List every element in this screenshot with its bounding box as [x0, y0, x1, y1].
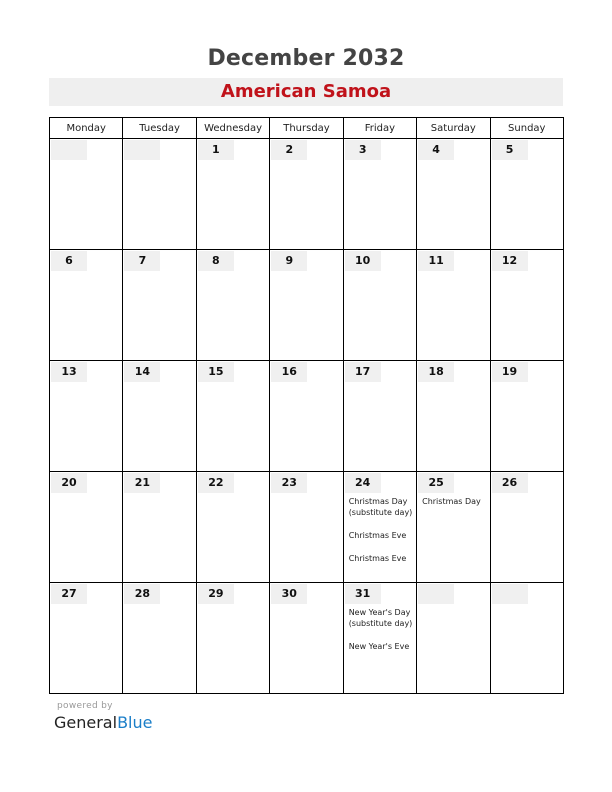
day-cell: [343, 583, 416, 694]
empty-day-marker: [124, 140, 160, 160]
calendar-grid: [49, 117, 564, 694]
day-number: 22: [198, 473, 234, 493]
day-number: 12: [492, 251, 528, 271]
holiday-event: Christmas Eve: [348, 554, 407, 563]
day-number: 1: [198, 140, 234, 160]
day-number: 4: [418, 140, 454, 160]
day-cell: [417, 361, 490, 472]
weekday-header: Friday: [343, 118, 416, 139]
day-number: 16: [271, 362, 307, 382]
day-number: 23: [271, 473, 307, 493]
brand-general: General: [54, 713, 118, 732]
day-number: 8: [198, 251, 234, 271]
powered-by-label: powered by: [57, 701, 113, 711]
empty-day-marker: [418, 584, 454, 604]
day-cell: [270, 139, 343, 250]
weekday-header: Tuesday: [123, 118, 196, 139]
day-number: 3: [345, 140, 381, 160]
empty-day-marker: [492, 584, 528, 604]
day-cell: [50, 250, 123, 361]
day-cell: [343, 250, 416, 361]
day-cell: [343, 472, 416, 583]
day-number: 21: [124, 473, 160, 493]
holiday-event: New Year's Day (substitute day): [348, 608, 413, 628]
day-cell: [196, 139, 269, 250]
day-cell: [490, 583, 563, 694]
day-number: 14: [124, 362, 160, 382]
weekday-header: Monday: [50, 118, 123, 139]
day-cell: [490, 250, 563, 361]
day-number: 28: [124, 584, 160, 604]
weekday-header: Saturday: [417, 118, 490, 139]
day-cell: [490, 472, 563, 583]
day-number: 27: [51, 584, 87, 604]
day-number: 25: [418, 473, 454, 493]
day-number: 17: [345, 362, 381, 382]
region-banner: [49, 78, 563, 106]
weekday-header: Thursday: [270, 118, 343, 139]
day-number: 15: [198, 362, 234, 382]
empty-day-marker: [51, 140, 87, 160]
day-cell: [123, 472, 196, 583]
day-cell: [270, 472, 343, 583]
day-number: 18: [418, 362, 454, 382]
day-cell: [196, 583, 269, 694]
weekday-header: Sunday: [490, 118, 563, 139]
weekday-header: Wednesday: [196, 118, 269, 139]
day-cell: [417, 583, 490, 694]
day-cell: [270, 361, 343, 472]
day-cell: [123, 361, 196, 472]
day-cell: [123, 250, 196, 361]
week-row: [50, 139, 564, 250]
holiday-event: Christmas Day (substitute day): [348, 497, 413, 517]
day-number: 19: [492, 362, 528, 382]
day-cell: [196, 250, 269, 361]
day-number: 5: [492, 140, 528, 160]
day-number: 29: [198, 584, 234, 604]
day-cell: [123, 583, 196, 694]
day-cell: [417, 472, 490, 583]
weekday-header-row: [50, 118, 564, 139]
day-number: 31: [345, 584, 381, 604]
event-list: [417, 493, 489, 507]
event-list: [344, 493, 416, 564]
day-number: 6: [51, 251, 87, 271]
day-cell: [343, 361, 416, 472]
day-number: 11: [418, 251, 454, 271]
week-row: [50, 361, 564, 472]
day-cell: [417, 139, 490, 250]
day-cell: [196, 472, 269, 583]
week-row: [50, 250, 564, 361]
generalblue-logo: [54, 713, 152, 732]
day-cell: [123, 139, 196, 250]
week-row: [50, 472, 564, 583]
day-cell: [417, 250, 490, 361]
week-row: [50, 583, 564, 694]
day-cell: [270, 583, 343, 694]
holiday-event: Christmas Eve: [348, 531, 407, 540]
day-cell: [50, 472, 123, 583]
day-cell: [270, 250, 343, 361]
day-cell: [343, 139, 416, 250]
day-cell: [50, 583, 123, 694]
region-name: American Samoa: [220, 81, 392, 102]
day-cell: [490, 361, 563, 472]
day-number: 26: [492, 473, 528, 493]
day-number: 20: [51, 473, 87, 493]
day-number: 24: [345, 473, 381, 493]
day-number: 2: [271, 140, 307, 160]
day-number: 13: [51, 362, 87, 382]
day-number: 7: [124, 251, 160, 271]
day-number: 10: [345, 251, 381, 271]
event-list: [344, 604, 416, 652]
holiday-event: New Year's Eve: [348, 642, 410, 651]
day-cell: [50, 361, 123, 472]
day-number: 9: [271, 251, 307, 271]
day-cell: [490, 139, 563, 250]
day-cell: [50, 139, 123, 250]
day-cell: [196, 361, 269, 472]
brand-blue: Blue: [117, 713, 153, 732]
day-number: 30: [271, 584, 307, 604]
holiday-event: Christmas Day: [422, 497, 481, 506]
calendar-title: December 2032: [207, 46, 405, 71]
